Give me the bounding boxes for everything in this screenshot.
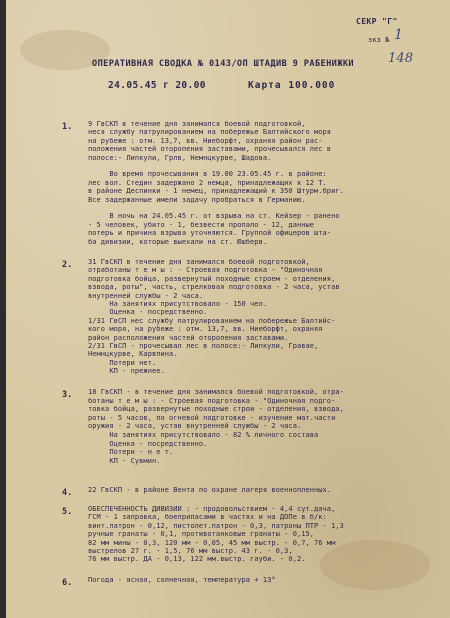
text-line: на рубеже : отм. 13,7, вв. Ниеборфт, охраняя район рас-: [88, 136, 323, 145]
text-line: отработаны т е м ы : - Строевая подготовка - "Одиночная: [88, 266, 323, 275]
text-line: Оценка - посредственно.: [88, 439, 208, 448]
text-line: оружия - 2 часа, устав внутренней службы - 2 часа.: [88, 422, 302, 431]
text-line: Все задержанные имели задачу пробраться в Германию.: [88, 195, 306, 204]
text-line: взвода, роты", часть, стрелковая подготовка - 2 часа, устав: [88, 283, 340, 292]
scan-edge: [0, 0, 6, 618]
text-line: Во время прочесывания в 19.00 23.05.45 г. в районе:: [88, 170, 327, 179]
text-line: 22 ГвСКП - в районе Вента по охране лагеря военнопленных.: [88, 486, 332, 494]
section-body: [88, 388, 344, 465]
text-line: полосе:- Липкули, Грлв, Немнцкурве, Шадова.: [88, 153, 272, 162]
section-number: 2.: [62, 260, 73, 270]
text-line: 76 мм выстр. ДА - 0,13, 122 мм.выстр. гауби. - 0,2.: [88, 555, 306, 564]
section-number: 4.: [62, 488, 73, 498]
section-body: [88, 120, 344, 246]
text-line: Оценка - посредственно.: [88, 308, 208, 317]
text-line: На занятиях присутствовало - 82 % личного состава: [88, 430, 319, 439]
page-number: 148: [388, 51, 414, 66]
text-line: 82 мм мины - 0,3, 120 мм - 0,05, 45 мм выстр. - 0,7, 76 мм: [88, 538, 336, 547]
text-line: внутренней службы - 2 часа.: [88, 291, 204, 300]
text-line: потерь и причина взрыва уточняются. Группой офицеров шта-: [88, 229, 332, 238]
text-line: винт.патрон - 0,12, пистолет.патрон - 0,3, патроны ПТР - 1,3: [88, 521, 344, 530]
text-line: [88, 162, 344, 170]
section-number: 1.: [62, 122, 73, 132]
text-line: На занятиях присутствовало - 150 чел.: [88, 300, 268, 309]
text-line: Потери нет.: [88, 358, 157, 367]
text-line: Потери - н е т.: [88, 448, 174, 457]
secrecy-stamp: СЕКР "Г": [356, 17, 398, 26]
text-line: товка бойца, развернутые походные строи - отделения, взвода,: [88, 405, 344, 414]
text-line: выстрелов 27 г. - 1,5, 76 мм выстр. 43 г. - 0,3,: [88, 547, 293, 556]
text-line: 18 ГвСКП - в течение дня занимался боевой подготовкой, отра-: [88, 388, 344, 396]
text-line: 31 ГвСКП в течение дня занимался боевой подготовкой,: [88, 258, 310, 266]
text-line: Погода - ясная, солнечная, температура + 13°: [88, 576, 276, 584]
text-line: КП - Сувмин.: [88, 456, 161, 465]
document-datetime: 24.05.45 г 20.00: [108, 80, 206, 91]
text-line: 9 ГвСКП в течение дня занимался боевой подготовкой,: [88, 120, 306, 128]
text-line: роты - 5 часов, по огневой подготовке - изучение мат.части: [88, 413, 336, 422]
text-line: кого моря, на рубеже : отм. 13,7, вв. Ниеборфт, охраняя: [88, 325, 323, 334]
text-line: ба дивизии, которые выехали на ст. Юшберв.: [88, 237, 268, 246]
text-line: район расположения частей оторопения заставами.: [88, 333, 289, 342]
text-line: ботаны т е м ы : - Строевая подготовка - "Одиночная подго-: [88, 396, 336, 405]
copy-label: экз №: [368, 36, 390, 44]
text-line: ГСМ - 1 заправка, боеприпасами в частях и на ДОПе в б/к:: [88, 513, 327, 522]
text-line: - 5 человек, убито - 1, безвести пропало - 12, данные: [88, 220, 315, 229]
text-line: 2/31 ГвСП - прочесывал лес в полосе:- Липкули, Гравае,: [88, 342, 319, 351]
section-body: [88, 486, 331, 494]
section-body: [88, 258, 340, 376]
text-line: Немнцкурве, Карвпина.: [88, 350, 178, 359]
text-line: положения частей оторопения заставами, прочесывался лес в: [88, 145, 332, 154]
section-number: 5.: [62, 507, 73, 517]
section-number: 3.: [62, 390, 73, 400]
text-line: подготовка бойца, развернутый походные строем - отделения,: [88, 274, 336, 283]
section-body: [88, 576, 276, 584]
text-line: В ночь на 24.05.45 г. от взрыва на ст. Кейзер - ранено: [88, 212, 340, 221]
text-line: в районе Деспинки - 1 немец, принадлежащий к 350 Штурм.бриг.: [88, 187, 344, 196]
text-line: КП - прежнее.: [88, 367, 165, 376]
text-line: ручные гранаты - 0,1, противотанковые гранаты - 0,15,: [88, 530, 315, 539]
text-line: ОБЕСПЕЧЕННОСТЬ ДИВИЗИИ : - продовольствием - 4,4 сут.дача,: [88, 505, 336, 513]
text-line: лес вол. Стедин задержано 2 немца, принадлежащих к 12 Т.: [88, 178, 327, 187]
text-line: [88, 204, 344, 212]
document-title: ОПЕРАТИВНАЯ СВОДКА № 0143/ОП ШТАДИВ 9 РАБЕНИЖКИ: [92, 59, 354, 69]
text-line: неся службу патрулированием на побережье Балтийского моря: [88, 128, 332, 137]
text-line: 1/31 ГвСП нес службу патрулированием на побережье Балтийс-: [88, 316, 336, 325]
section-body: [88, 505, 344, 564]
section-number: 6.: [62, 578, 73, 588]
copy-number: 1: [394, 27, 404, 43]
map-reference: Карта 100.000: [248, 80, 336, 91]
